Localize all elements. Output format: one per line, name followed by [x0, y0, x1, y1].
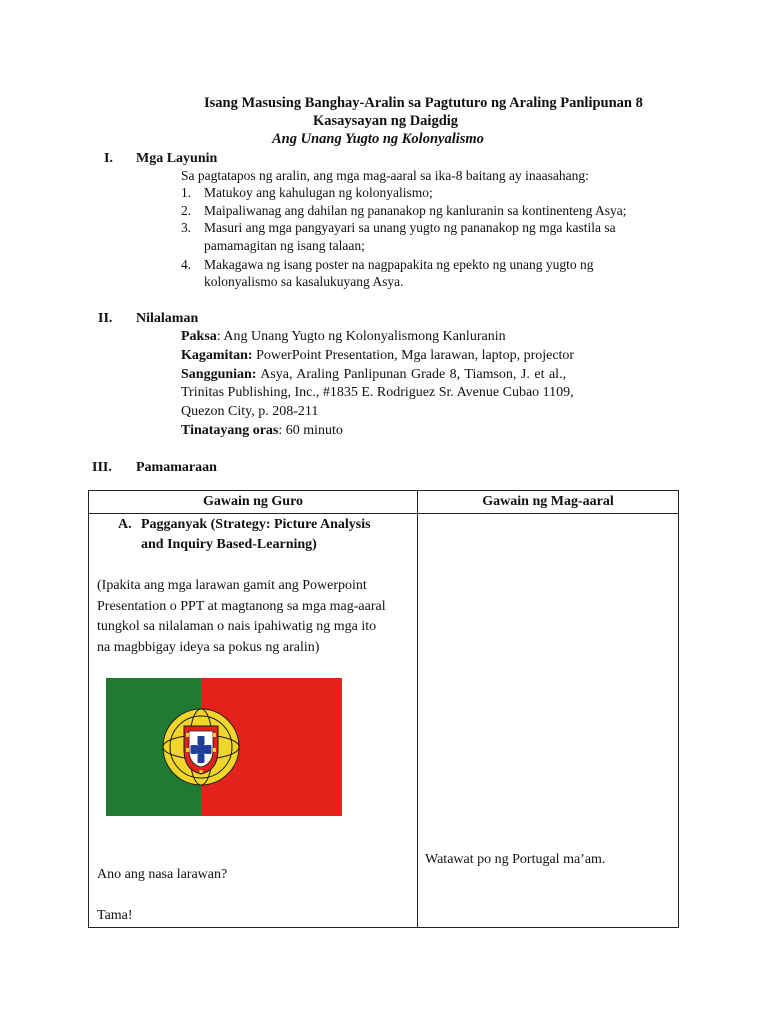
question-text: Ano ang nasa larawan? — [97, 867, 228, 882]
objective-2-num: 2. — [181, 203, 192, 218]
procedure-table — [88, 490, 679, 928]
document-title: Isang Masusing Banghay-Aralin sa Pagtuturo ng Araling Panlipunan 8 — [204, 95, 643, 111]
step-title-2: and Inquiry Based-Learning) — [141, 537, 317, 552]
paksa-value: : Ang Unang Yugto ng Kolonyalismong Kanluranin — [216, 329, 506, 344]
sanggunian-value: Asya, Araling Panlipunan Grade 8, Tiamson, J. et al., — [256, 367, 567, 382]
objective-2: Maipaliwanag ang dahilan ng pananakop ng kanluranin sa kontinenteng Asya; — [204, 203, 627, 218]
kagamitan-label: Kagamitan: — [181, 348, 253, 363]
kagamitan-line — [181, 346, 574, 365]
step-title-1: Pagganyak (Strategy: Picture Analysis — [141, 517, 371, 532]
sanggunian-line-3: Quezon City, p. 208-211 — [181, 404, 319, 419]
section1-heading: Mga Layunin — [136, 151, 218, 166]
kagamitan-value: PowerPoint Presentation, Mga larawan, laptop, projector — [252, 348, 575, 363]
objective-1-num: 1. — [181, 185, 192, 200]
paksa-line — [181, 327, 506, 346]
oras-line — [181, 421, 343, 440]
section1-numeral: I. — [104, 151, 113, 166]
sanggunian-line — [181, 365, 566, 384]
objectives-intro: Sa pagtatapos ng aralin, ang mga mag-aaral sa ika-8 baitang ay inaasahang: — [181, 168, 589, 183]
instruction-text — [97, 576, 386, 658]
instruction-line: tungkol sa nilalaman o nais ipahiwatig ng mga ito — [97, 619, 377, 634]
document-topic: Ang Unang Yugto ng Kolonyalismo — [272, 131, 484, 147]
objective-4: Makagawa ng isang poster na nagpapakita ng epekto ng unang yugto ng — [204, 257, 594, 272]
sanggunian-label: Sanggunian: — [181, 367, 257, 382]
col-header-mag-aaral: Gawain ng Mag-aaral — [418, 491, 679, 514]
section2-heading: Nilalaman — [136, 311, 199, 326]
objective-4-cont: kolonyalismo sa kasalukuyang Asya. — [204, 274, 404, 289]
paksa-label: Paksa — [181, 329, 217, 344]
oras-value: : 60 minuto — [278, 423, 343, 438]
objective-4-num: 4. — [181, 257, 192, 272]
step-label: A. — [118, 517, 132, 532]
objective-3: Masuri ang mga pangyayari sa unang yugto ng pananakop ng mga kastila sa — [204, 220, 616, 235]
instruction-line: Presentation o PPT at magtanong sa mga mag-aaral — [97, 598, 386, 614]
objective-3-cont: pamamagitan ng isang talaan; — [204, 238, 365, 253]
teacher-activity-cell — [89, 514, 417, 927]
instruction-line: na magbbigay ideya sa pokus ng aralin) — [97, 639, 320, 655]
student-activity-cell — [418, 514, 678, 927]
sanggunian-line-2: Trinitas Publishing, Inc., #1835 E. Rodriguez Sr. Avenue Cubao 1109, — [181, 385, 574, 400]
objective-1: Matukoy ang kahulugan ng kolonyalismo; — [204, 185, 433, 200]
student-answer: Watawat po ng Portugal ma’am. — [425, 852, 606, 867]
portugal-flag-image — [106, 678, 342, 816]
oras-label: Tinatayang oras — [181, 423, 279, 438]
section2-numeral: II. — [98, 311, 113, 326]
document-course: Kasaysayan ng Daigdig — [313, 113, 459, 129]
section3-numeral: III. — [92, 460, 112, 475]
instruction-line: (Ipakita ang mga larawan gamit ang Powerpoint — [97, 578, 367, 593]
objective-3-num: 3. — [181, 220, 192, 235]
feedback-text: Tama! — [97, 908, 133, 923]
col-header-guro: Gawain ng Guro — [89, 491, 418, 514]
section3-heading: Pamamaraan — [136, 460, 217, 475]
